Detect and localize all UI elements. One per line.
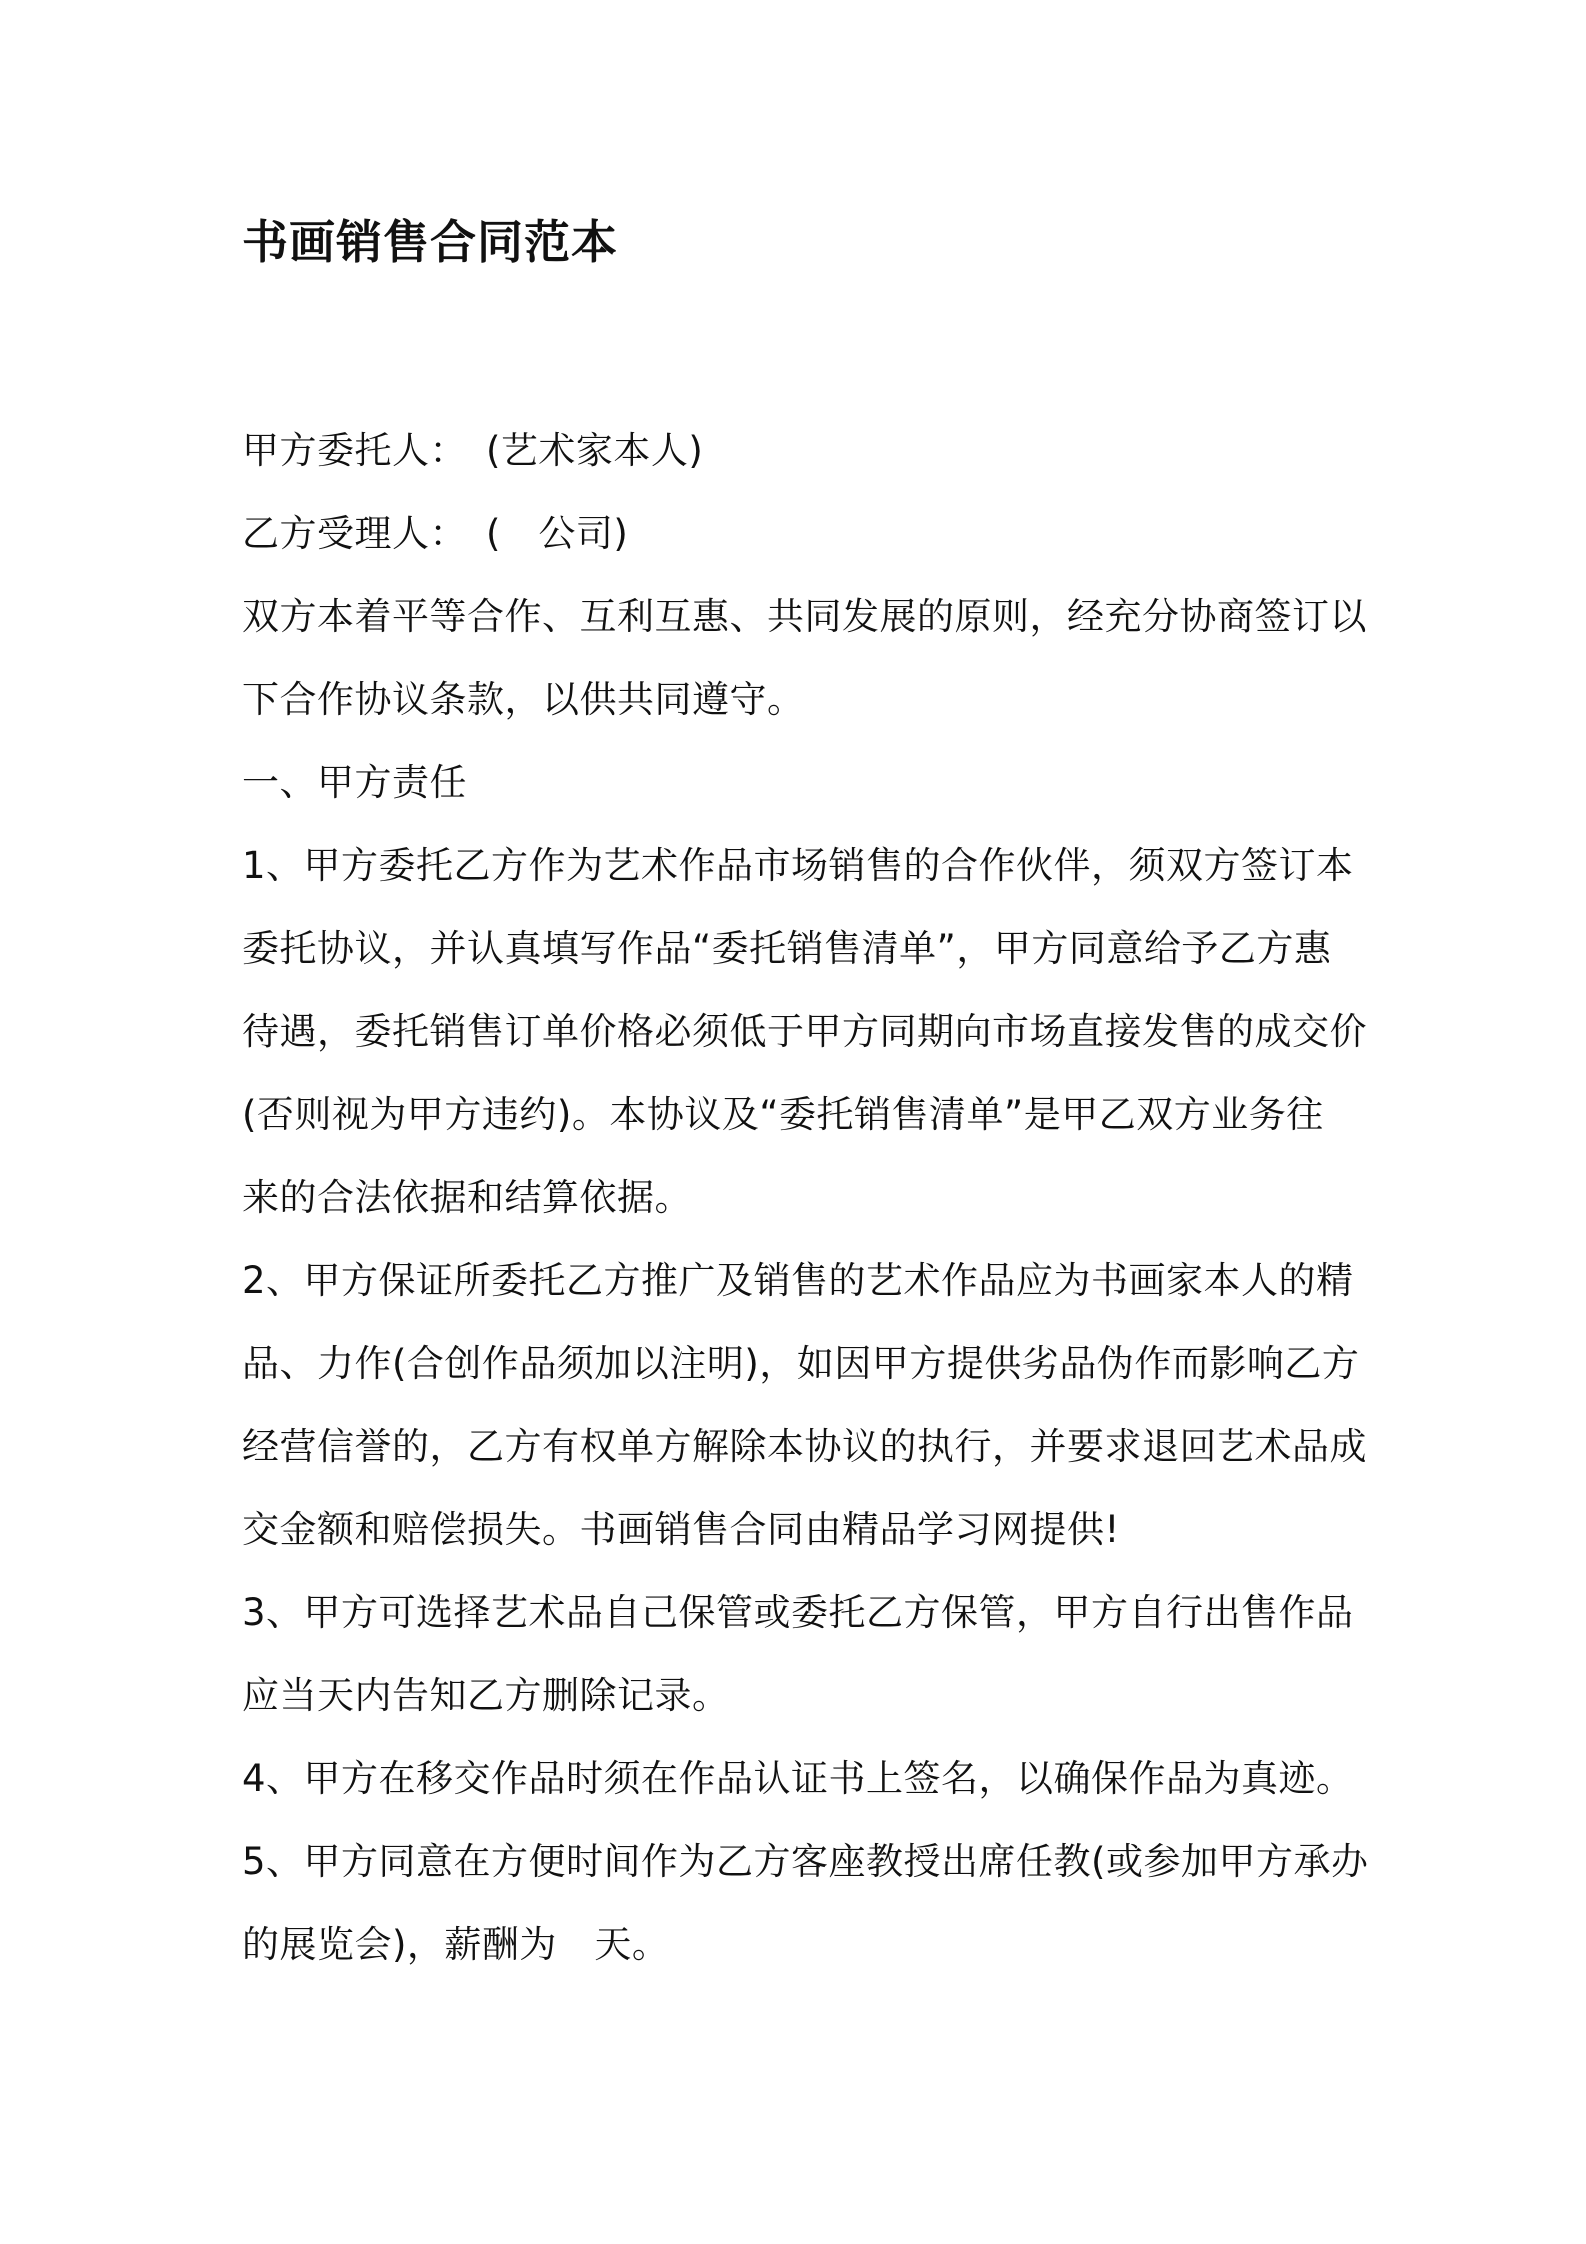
clause-1-line-5: 来的合法依据和结算依据。 bbox=[242, 1176, 692, 1219]
clause-2-line-3: 经营信誉的，乙方有权单方解除本协议的执行，并要求退回艺术品成 bbox=[242, 1425, 1367, 1468]
clause-2-line-1: 2、甲方保证所委托乙方推广及销售的艺术作品应为书画家本人的精 bbox=[242, 1259, 1354, 1302]
clause-1-line-3: 待遇，委托销售订单价格必须低于甲方同期向市场直接发售的成交价 bbox=[242, 1010, 1367, 1053]
clause-3-line-1: 3、甲方可选择艺术品自己保管或委托乙方保管，甲方自行出售作品 bbox=[242, 1591, 1354, 1634]
party-a-line: 甲方委托人： (艺术家本人) bbox=[242, 429, 704, 472]
intro-line-1: 双方本着平等合作、互利互惠、共同发展的原则，经充分协商签订以 bbox=[242, 595, 1367, 638]
clause-2-line-2: 品、力作(合创作品须加以注明)，如因甲方提供劣品伪作而影响乙方 bbox=[242, 1342, 1360, 1385]
section-heading-party-a-duties: 一、甲方责任 bbox=[242, 761, 467, 804]
clause-3-line-2: 应当天内告知乙方删除记录。 bbox=[242, 1674, 730, 1717]
clause-5-line-1: 5、甲方同意在方便时间作为乙方客座教授出席任教(或参加甲方承办 bbox=[242, 1840, 1369, 1883]
clause-1-line-4: (否则视为甲方违约)。本协议及“委托销售清单”是甲乙双方业务往 bbox=[242, 1093, 1324, 1136]
document-body bbox=[242, 409, 1369, 1986]
clause-4-line-1: 4、甲方在移交作品时须在作品认证书上签名，以确保作品为真迹。 bbox=[242, 1757, 1354, 1800]
clause-1-line-2: 委托协议，并认真填写作品“委托销售清单”，甲方同意给予乙方惠 bbox=[242, 927, 1332, 970]
party-b-line: 乙方受理人： ( 公司) bbox=[242, 512, 629, 555]
document-title: 书画销售合同范本 bbox=[242, 215, 618, 269]
intro-line-2: 下合作协议条款，以供共同遵守。 bbox=[242, 678, 805, 721]
clause-2-line-4: 交金额和赔偿损失。书画销售合同由精品学习网提供! bbox=[242, 1508, 1120, 1551]
clause-1-line-1: 1、甲方委托乙方作为艺术作品市场销售的合作伙伴，须双方签订本 bbox=[242, 844, 1354, 887]
clause-5-line-2: 的展览会)，薪酬为 天。 bbox=[242, 1923, 670, 1966]
